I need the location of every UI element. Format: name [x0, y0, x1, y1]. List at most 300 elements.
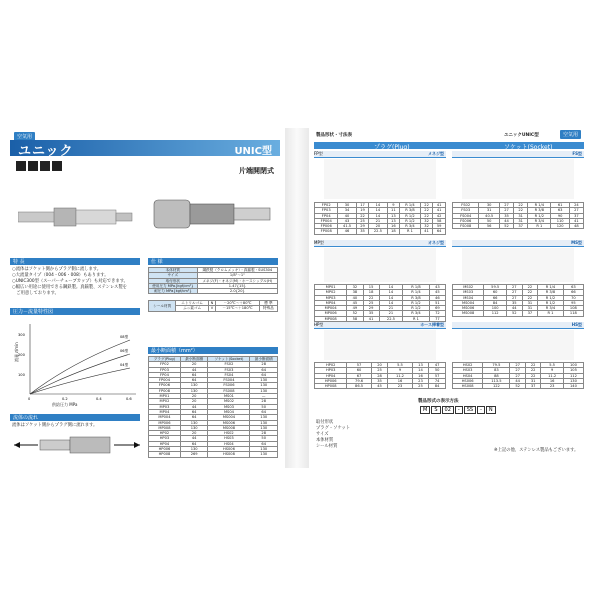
area-cell: 130: [250, 378, 278, 383]
ms-cell: 108: [563, 306, 583, 311]
area-cell: 64: [250, 372, 278, 377]
title-jp: ユニック: [18, 144, 74, 159]
mp-row: [315, 316, 446, 321]
ms-cell: MS008: [453, 311, 484, 316]
spec-val: 1.47{15}: [197, 283, 277, 288]
fp-cell: 17: [356, 203, 369, 208]
ms-table: [452, 284, 584, 317]
area-cell: —: [250, 394, 278, 399]
mp-cell: 38: [347, 290, 363, 295]
hs-table: [452, 362, 584, 389]
area-header: [148, 347, 278, 354]
ms-cell: MS006: [453, 306, 484, 311]
hp-cell: 14: [412, 368, 429, 373]
fs-cell: 61: [551, 203, 569, 208]
fs-header: [452, 151, 584, 158]
area-cell: MS01: [208, 394, 250, 399]
mp-cell: 14: [379, 285, 403, 290]
hs-cell: 23: [541, 384, 563, 389]
fs-cell: 37: [514, 224, 528, 229]
flow-header-text: 圧力－流量特性図: [13, 309, 54, 315]
mp-cell: R 1/8: [403, 285, 430, 290]
socket-header: ソケット(Socket): [504, 144, 553, 151]
fp-cell: 25: [356, 218, 369, 223]
area-cell: MS04: [208, 409, 250, 414]
flow-header: [10, 308, 140, 315]
hp-drawing: [324, 330, 436, 360]
fp-cell: 14: [369, 213, 387, 218]
feature-line: ご用意しております。: [12, 291, 59, 296]
area-cell: HS006: [208, 447, 250, 452]
fp-cell: 40: [338, 213, 356, 218]
mp-cell: 69: [429, 306, 445, 311]
mp-drawing: [324, 248, 436, 282]
fs-cell: FS008: [453, 224, 479, 229]
hp-cell: HP006: [315, 378, 347, 383]
hp-cell: 67: [347, 373, 371, 378]
area-cell: 20: [180, 394, 208, 399]
fs-cell: 22: [514, 208, 528, 213]
hp-table: [314, 362, 446, 389]
area-cell: HS02: [208, 431, 250, 436]
order-code-part: N: [486, 406, 496, 414]
seal-cell: ニトリルゴム: [176, 301, 208, 306]
hs-cell: 5.5: [541, 363, 563, 368]
flow-series-label: 04型: [120, 363, 129, 367]
fp-cell: R 1/4: [400, 203, 421, 208]
fp-cell: 16: [387, 224, 400, 229]
fp-cell: 58: [433, 218, 446, 223]
hp-cell: 86.5: [347, 384, 371, 389]
mp-cell: MP008: [315, 316, 347, 321]
hs-cell: 122: [483, 384, 510, 389]
fp-cell: 29: [356, 224, 369, 229]
subtitle: 片端開閉式: [239, 167, 274, 175]
fs-cell: R 1/4: [528, 203, 551, 208]
mp-cell: 18: [363, 290, 379, 295]
fs-cell: 31: [514, 213, 528, 218]
spec-val: 1/8"～1": [197, 273, 277, 278]
mp-cell: 77: [429, 316, 445, 321]
fp-cell: FP04: [315, 213, 338, 218]
area-cell: 130: [250, 420, 278, 425]
mp-cell: 14: [379, 300, 403, 305]
hp-cell: 57: [429, 373, 446, 378]
order-labels: [316, 420, 416, 450]
area-cell: FP04: [149, 372, 181, 377]
flow-series-04: [30, 368, 130, 394]
area-col: 最小断面積: [180, 357, 208, 362]
area-cell: 44: [180, 436, 208, 441]
hs-cell: 105: [563, 368, 583, 373]
hp-cell: 25: [412, 384, 429, 389]
ms-cell: R 1/2: [538, 300, 564, 305]
hs-cell: 27: [510, 363, 525, 368]
hs-header: [452, 322, 584, 329]
area-cell: FP006: [149, 383, 181, 388]
features-list: [12, 267, 140, 297]
title-en: UNIC型: [234, 146, 272, 157]
flow-direction-header: [10, 414, 140, 421]
fs-label: FS型: [572, 151, 582, 156]
fs-cell: 35: [499, 213, 513, 218]
fp-cell: 41: [420, 229, 433, 234]
spec-header: [148, 258, 278, 265]
hp-cell: HP03: [315, 368, 347, 373]
fp-cell: 35: [356, 229, 369, 234]
fs-cell: 27: [499, 203, 513, 208]
fs-cell: FS006: [453, 218, 479, 223]
seal-cell: N: [208, 301, 215, 306]
fs-drawing: [462, 159, 574, 199]
flow-xtick: 0.6: [126, 397, 132, 401]
seal-cell: ふっ素ゴム: [176, 306, 208, 311]
area-cell: FP02: [149, 362, 181, 367]
area-cell: MP006: [149, 420, 181, 425]
feature-icon-1: [16, 161, 26, 171]
fs-cell: FS004: [453, 213, 479, 218]
area-cell: 28: [250, 399, 278, 404]
ms-cell: R 1: [538, 311, 564, 316]
fs-cell: FS03: [453, 208, 479, 213]
hp-header: [314, 322, 446, 329]
hp-cell: 25: [371, 368, 388, 373]
area-cell: HP008: [149, 452, 181, 457]
fp-cell: 43: [338, 218, 356, 223]
ms-cell: 22: [522, 285, 538, 290]
area-cell: HS008: [208, 452, 250, 457]
flow-ylabel: 流量 ℓ/min: [14, 342, 19, 362]
fs-cell: FS02: [453, 203, 479, 208]
fs-row: [453, 224, 584, 229]
fp-cell: 14: [369, 203, 387, 208]
mp-cell: 51: [429, 300, 445, 305]
book-gutter: [285, 128, 309, 468]
area-cell: 20: [180, 362, 208, 367]
ms-cell: MS03: [453, 290, 484, 295]
ms-cell: 112: [484, 311, 507, 316]
seal-cell: V: [208, 306, 215, 311]
flow-series-label: 08型: [120, 335, 129, 339]
area-cell: MP01: [149, 394, 181, 399]
area-cell: 20: [180, 399, 208, 404]
fp-sub: メネジ型: [428, 151, 444, 156]
mp-cell: R 3/8: [403, 295, 430, 300]
mp-cell: 40: [347, 295, 363, 300]
mp-cell: 21: [379, 311, 403, 316]
hs-cell: 44: [510, 378, 525, 383]
ms-cell: 100: [484, 306, 507, 311]
feature-line: ○UNIC300型（スーパーチューブカップ）も対応できます。: [12, 279, 128, 284]
order-code-part: M: [420, 406, 430, 414]
spec-val: メネジ(F)・オネジ(M)・ホースシップル(H): [197, 278, 277, 283]
order-code-part: -: [477, 406, 485, 414]
ms-cell: 27: [506, 290, 522, 295]
ms-cell: MS04: [453, 295, 484, 300]
seal-cell: －20℃～＋80℃: [216, 301, 260, 306]
area-cell: FS04: [208, 372, 250, 377]
area-cell: MS006: [208, 420, 250, 425]
fp-cell: 11: [387, 208, 400, 213]
fs-cell: 37: [569, 213, 583, 218]
area-cell: MP02: [149, 399, 181, 404]
fs-cell: 41: [569, 218, 583, 223]
fp-row: [315, 229, 446, 234]
fs-cell: 24: [569, 203, 583, 208]
fs-cell: 110: [551, 218, 569, 223]
hs-cell: HS02: [453, 363, 483, 368]
area-cell: 50: [250, 404, 278, 409]
order-code-part: S: [431, 406, 440, 414]
area-cell: FS008: [208, 388, 250, 393]
hp-cell: 20: [371, 363, 388, 368]
group-header: [314, 142, 584, 149]
ms-cell: 31: [522, 300, 538, 305]
area-cell: HP03: [149, 436, 181, 441]
air-use-tag-right: 空気用: [560, 130, 581, 139]
hp-cell: 60: [347, 368, 371, 373]
hp-cell: 13: [412, 363, 429, 368]
area-cell: 28: [250, 362, 278, 367]
area-cell: 130: [250, 383, 278, 388]
mp-label: MP型: [314, 240, 324, 245]
hp-cell: 5.5: [388, 363, 412, 368]
fp-label: FP型: [314, 151, 323, 156]
seal-table: [148, 300, 278, 312]
mp-cell: 43: [429, 285, 445, 290]
hp-cell: 16: [388, 378, 412, 383]
area-cell: 64: [180, 441, 208, 446]
area-cell: 64: [250, 441, 278, 446]
fp-cell: 20: [369, 224, 387, 229]
mp-cell: 22: [363, 295, 379, 300]
ms-cell: 37: [522, 311, 538, 316]
features-header-text: 特 長: [13, 259, 25, 265]
flow-xlabel: 供給圧力 MPa: [52, 402, 78, 407]
fs-cell: R 1: [528, 224, 551, 229]
mp-cell: 46: [429, 295, 445, 300]
spec-key: 取付形状: [149, 278, 198, 283]
area-cell: HP04: [149, 441, 181, 446]
fp-cell: 21: [369, 218, 387, 223]
order-label: サイズ: [316, 432, 329, 437]
feature-icon-4: [52, 161, 62, 171]
ms-cell: R 3/8: [538, 290, 564, 295]
hp-cell: 45: [371, 384, 388, 389]
mp-cell: R 1/2: [403, 300, 430, 305]
flow-xtick: 0.2: [62, 397, 68, 401]
flow-ytick: 200: [18, 353, 25, 357]
plug-photo: [18, 202, 138, 232]
ms-cell: 27: [506, 295, 522, 300]
title-banner: [10, 140, 280, 159]
fp-cell: 59: [433, 224, 446, 229]
ms-cell: R 1/4: [538, 285, 564, 290]
spec-key: 耐圧力 MPa{kgf/cm²}: [149, 289, 198, 294]
seal-cell: －15℃～＋180℃: [216, 306, 260, 311]
fs-cell: R 3/8: [528, 208, 551, 213]
mp-cell: 21: [379, 306, 403, 311]
area-col: プラグ(Plug): [149, 357, 181, 362]
mp-cell: 35: [363, 311, 379, 316]
hp-cell: 23: [388, 384, 412, 389]
hs-row: [453, 384, 584, 389]
fp-cell: 34: [338, 208, 356, 213]
mp-cell: MP01: [315, 285, 347, 290]
area-cell: FS004: [208, 378, 250, 383]
area-cell: 130: [180, 420, 208, 425]
mp-cell: R 1: [403, 316, 430, 321]
spec-key: サイズ: [149, 273, 198, 278]
area-cell: HS03: [208, 436, 250, 441]
hs-cell: 11.2: [541, 373, 563, 378]
spec-val: 2.0{20}: [197, 289, 277, 294]
area-cell: 44: [180, 404, 208, 409]
order-label: シール材質: [316, 444, 338, 449]
fs-table: [452, 202, 584, 229]
flow-xtick: 0: [28, 397, 31, 401]
fp-cell: R 1/2: [400, 213, 421, 218]
area-cell: 50: [250, 436, 278, 441]
ms-cell: MS004: [453, 300, 484, 305]
flow-xtick: 0.4: [96, 397, 102, 401]
seal-cell: 標 準: [259, 301, 277, 306]
ms-row: [453, 311, 584, 316]
order-label: 取付形状: [316, 420, 334, 425]
area-cell: 130: [250, 425, 278, 430]
order-label: プラグ・ソケット: [316, 426, 351, 431]
fp-cell: 64: [433, 229, 446, 234]
hs-label: HS型: [571, 322, 582, 327]
ms-cell: 84: [484, 300, 507, 305]
area-cell: HP006: [149, 447, 181, 452]
hp-cell: 79.6: [347, 378, 371, 383]
area-cell: 130: [250, 452, 278, 457]
fp-cell: 22: [420, 213, 433, 218]
area-cell: 130: [180, 425, 208, 430]
fp-cell: FP004: [315, 218, 338, 223]
hs-cell: 22: [525, 373, 540, 378]
area-cell: 20: [180, 431, 208, 436]
hp-cell: 35: [371, 378, 388, 383]
fp-cell: R 1/2: [400, 218, 421, 223]
hp-cell: HP008: [315, 384, 347, 389]
ms-cell: 52: [506, 311, 522, 316]
fp-cell: FP008: [315, 229, 338, 234]
fs-cell: 120: [551, 224, 569, 229]
fp-cell: FP03: [315, 208, 338, 213]
hp-cell: HP02: [315, 363, 347, 368]
fp-cell: R 3/8: [400, 208, 421, 213]
ms-cell: 118: [563, 311, 583, 316]
ms-cell: 59.5: [484, 285, 507, 290]
features-header: [10, 258, 140, 265]
area-cell: MP008: [149, 425, 181, 430]
fs-cell: 50: [479, 218, 500, 223]
ms-cell: 63: [563, 285, 583, 290]
area-cell: 269: [180, 452, 208, 457]
area-cell: 28: [250, 431, 278, 436]
hp-cell: 47: [429, 363, 446, 368]
fs-cell: 44: [499, 218, 513, 223]
area-cell: MS02: [208, 399, 250, 404]
ms-cell: 66: [563, 290, 583, 295]
fs-cell: 27: [569, 208, 583, 213]
fp-cell: 22: [356, 213, 369, 218]
area-cell: 130: [180, 383, 208, 388]
order-code-part: 02: [442, 406, 454, 414]
fp-cell: R 1: [400, 229, 421, 234]
hs-cell: 140: [563, 384, 583, 389]
mp-cell: 15: [363, 285, 379, 290]
fp-cell: 22.5: [369, 229, 387, 234]
area-header-text: 最小断面積（mm²）: [151, 348, 198, 354]
hs-cell: 16: [541, 378, 563, 383]
flow-direction-drawing: [12, 432, 144, 458]
hp-cell: 9: [388, 368, 412, 373]
area-cell: 130: [250, 415, 278, 420]
hs-cell: HS03: [453, 368, 483, 373]
area-cell: 64: [180, 415, 208, 420]
ms-label: MS型: [571, 240, 582, 245]
mp-cell: MP006: [315, 311, 347, 316]
area-cell: MS03: [208, 404, 250, 409]
hs-cell: HS008: [453, 384, 483, 389]
mp-header: [314, 240, 446, 247]
air-use-tag: 空気用: [14, 132, 35, 141]
fp-cell: 22: [420, 208, 433, 213]
mp-cell: 72: [429, 311, 445, 316]
mp-cell: 32: [347, 285, 363, 290]
fp-table: [314, 202, 446, 235]
mp-cell: 22.5: [379, 316, 403, 321]
spec-table: [148, 267, 278, 294]
mp-cell: 25: [363, 300, 379, 305]
flow-ytick: 300: [18, 333, 25, 337]
area-cell: 130: [180, 447, 208, 452]
area-cell: 64: [250, 409, 278, 414]
hp-cell: 16: [412, 373, 429, 378]
hp-cell: 28: [371, 373, 388, 378]
hs-cell: HS006: [453, 378, 483, 383]
mp-cell: 52: [347, 311, 363, 316]
fp-cell: 32: [420, 224, 433, 229]
hp-cell: 11.2: [388, 373, 412, 378]
hs-cell: 83: [483, 368, 510, 373]
ms-cell: 44: [506, 306, 522, 311]
mp-cell: 14: [379, 295, 403, 300]
ms-cell: R 3/4: [538, 306, 564, 311]
mp-cell: R 1/2: [403, 306, 430, 311]
area-cell: 64: [250, 367, 278, 372]
mp-cell: 45: [347, 300, 363, 305]
spec-header-text: 仕 様: [151, 259, 163, 265]
order-note: ※上記の他、ステンレス製品もございます。: [494, 448, 579, 453]
seal-header: シール材質: [149, 301, 176, 312]
hp-cell: 23: [412, 378, 429, 383]
feature-line: ○幅広い用途に使用できる鋼鉄製。真鍮製、ステンレス製を: [12, 285, 127, 290]
feature-line: ○流体はソケット側からプラグ側に流します。: [12, 267, 102, 272]
area-cell: 130: [250, 447, 278, 452]
fs-cell: 27: [499, 208, 513, 213]
area-cell: MS004: [208, 415, 250, 420]
fp-cell: R 3/4: [400, 224, 421, 229]
ms-cell: 35: [506, 300, 522, 305]
socket-photo: [152, 192, 274, 236]
order-header: 製品形式の表示方法: [418, 399, 459, 404]
area-cell: HP02: [149, 431, 181, 436]
fp-cell: 41.5: [338, 224, 356, 229]
